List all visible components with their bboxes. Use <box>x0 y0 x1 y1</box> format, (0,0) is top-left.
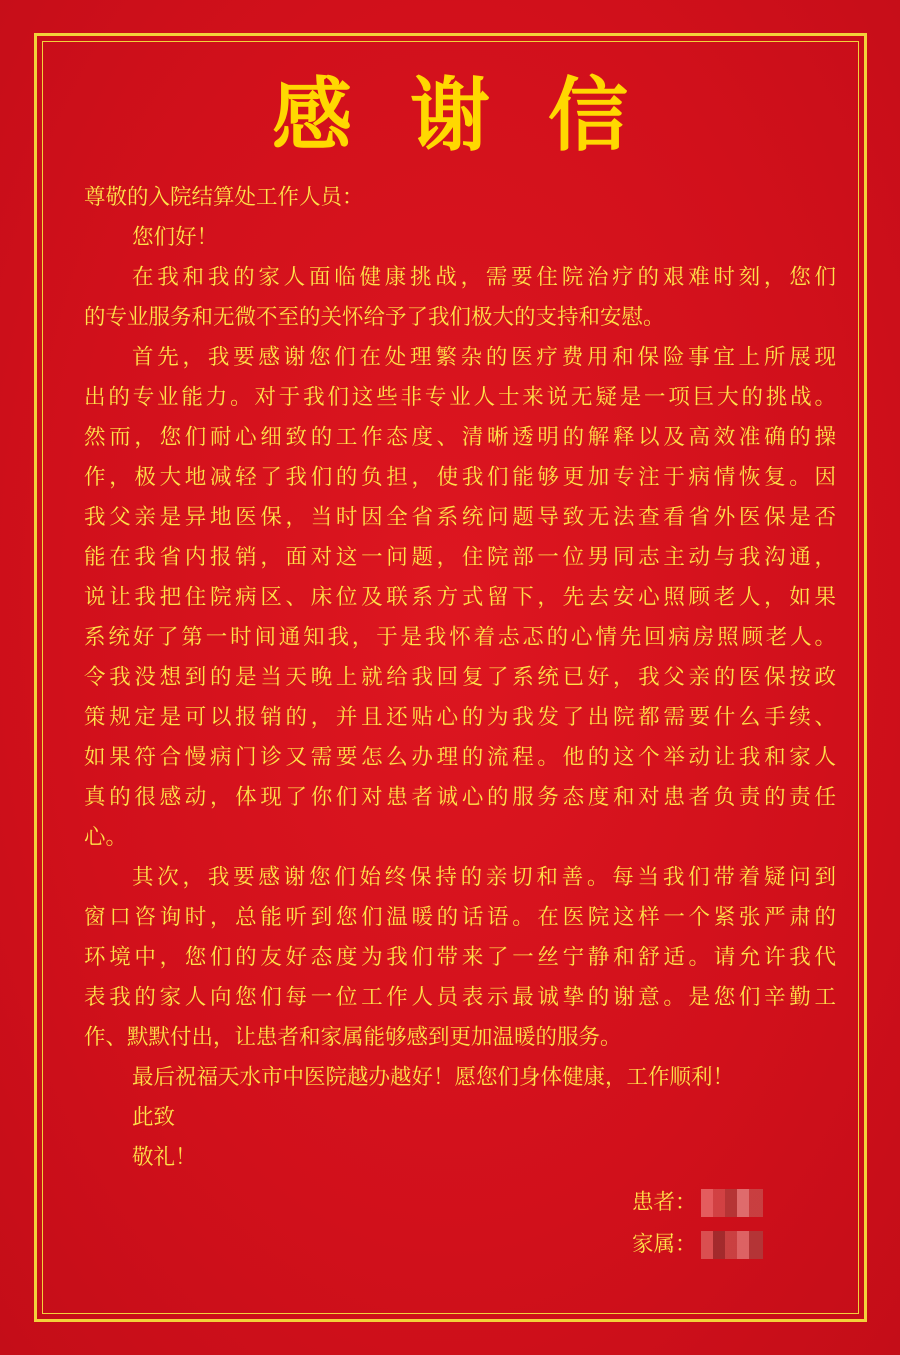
paragraph-line: 系统好了第一时间通知我，于是我怀着忐忑的心情先回病房照顾老人。 <box>84 625 836 650</box>
paragraph-line: 能在我省内报销，面对这一问题，住院部一位男同志主动与我沟通， <box>84 545 836 570</box>
paragraph-line: 首先，我要感谢您们在处理繁杂的医疗费用和保险事宜上所展现 <box>132 345 836 370</box>
closing-wish: 最后祝福天水市中医院越办越好！愿您们身体健康，工作顺利！ <box>132 1065 735 1090</box>
paragraph-line: 我父亲是异地医保，当时因全省系统问题导致无法查看省外医保是否 <box>84 505 836 530</box>
paragraph-line: 环境中，您们的友好态度为我们带来了一丝宁静和舒适。请允许我代 <box>84 945 836 970</box>
letter-body <box>84 178 836 1178</box>
paragraph-line: 策规定是可以报销的，并且还贴心的为我发了出院都需要什么手续、 <box>84 705 836 730</box>
paragraph-line: 如果符合慢病门诊又需要怎么办理的流程。他的这个举动让我和家人 <box>84 745 836 770</box>
signature-family <box>632 1225 763 1265</box>
family-label: 家属： <box>632 1232 697 1257</box>
greeting: 您们好！ <box>132 225 219 250</box>
closing-jing-li: 敬礼！ <box>132 1145 197 1170</box>
paragraph-line: 说让我把住院病区、床位及联系方式留下，先去安心照顾老人，如果 <box>84 585 836 610</box>
salutation: 尊敬的入院结算处工作人员： <box>84 185 364 210</box>
paragraph-line: 作，极大地减轻了我们的负担，使我们能够更加专注于病情恢复。因 <box>84 465 836 490</box>
patient-label: 患者： <box>632 1190 697 1215</box>
paragraph-line: 心。 <box>84 825 128 850</box>
paragraph-line: 表我的家人向您们每一位工作人员表示最诚挚的谢意。是您们辛勤工 <box>84 985 836 1010</box>
signature-patient <box>632 1183 763 1223</box>
letter-title: 感谢信 <box>272 69 686 162</box>
paragraph-line: 的专业服务和无微不至的关怀给予了我们极大的支持和安慰。 <box>84 305 665 330</box>
paragraph-line: 出的专业能力。对于我们这些非专业人士来说无疑是一项巨大的挑战。 <box>84 385 836 410</box>
paragraph-line: 在我和我的家人面临健康挑战，需要住院治疗的艰难时刻，您们 <box>132 265 836 290</box>
paragraph-line: 窗口咨询时，总能听到您们温暖的话语。在医院这样一个紧张严肃的 <box>84 905 836 930</box>
redacted-name-mosaic <box>701 1231 763 1259</box>
paragraph-line: 真的很感动，体现了你们对患者诚心的服务态度和对患者负责的责任 <box>84 785 836 810</box>
paragraph-line: 其次，我要感谢您们始终保持的亲切和善。每当我们带着疑问到 <box>132 865 836 890</box>
paragraph-line: 然而，您们耐心细致的工作态度、清晰透明的解释以及高效准确的操 <box>84 425 836 450</box>
redacted-name-mosaic <box>701 1189 763 1217</box>
paragraph-line: 作、默默付出，让患者和家属能够感到更加温暖的服务。 <box>84 1025 622 1050</box>
closing-ci-zhi: 此致 <box>132 1105 176 1130</box>
paragraph-line: 令我没想到的是当天晚上就给我回复了系统已好，我父亲的医保按政 <box>84 665 836 690</box>
